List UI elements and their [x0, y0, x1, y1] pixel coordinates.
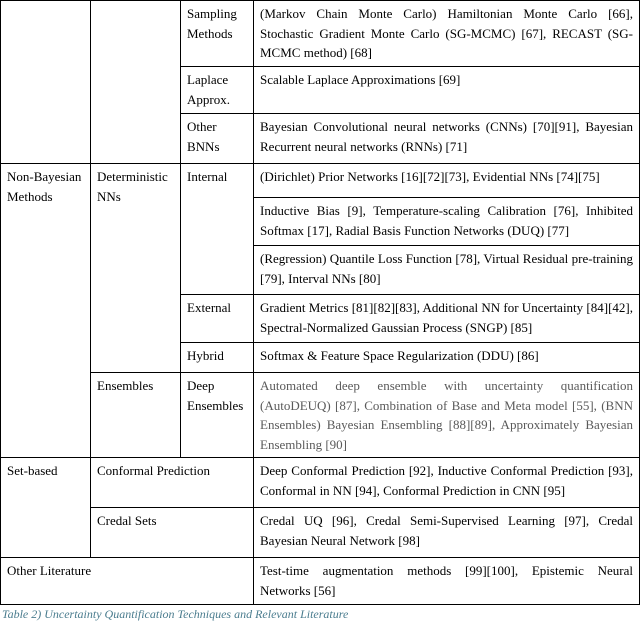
cell-set-based-category: Set-based	[1, 458, 91, 558]
cell-credal-sets-label: Credal Sets	[91, 508, 254, 558]
cell-conformal-prediction-content: Deep Conformal Prediction [92], Inductive Conformal Prediction [93], Conformal in NN [94], Conformal Prediction in CNN [95]	[254, 458, 640, 508]
table-row	[1, 1, 640, 67]
table-row	[1, 373, 640, 458]
cell-bayesian-category-empty	[1, 1, 91, 164]
cell-laplace-approx-label: Laplace Approx.	[181, 67, 254, 114]
table-row	[1, 164, 640, 198]
cell-other-bnns-content: Bayesian Convolutional neural networks (CNNs) [70][91], Bayesian Recurrent neural networks (RNNs) [71]	[254, 114, 640, 164]
table-row	[1, 458, 640, 508]
cell-other-bnns-label: Other BNNs	[181, 114, 254, 164]
cell-laplace-approx-content: Scalable Laplace Approximations [69]	[254, 67, 640, 114]
table-caption: Table 2) Uncertainty Quantification Techniques and Relevant Literature	[2, 607, 349, 621]
cell-deterministic-nns-label: Deterministic NNs	[91, 164, 181, 373]
cell-deep-ensembles-content: Automated deep ensemble with uncertainty quantification (AutoDEUQ) [87], Combination of Base and Meta model [55], (BNN Ensembles) Bayesian Ensembling [88][89], Approximately Bayesian Ensembling [90]	[254, 373, 640, 458]
cell-ensembles-label: Ensembles	[91, 373, 181, 458]
cell-internal-content-1: (Dirichlet) Prior Networks [16][72][73], Evidential NNs [74][75]	[254, 164, 640, 198]
table-row	[1, 558, 640, 605]
cell-internal-content-3: (Regression) Quantile Loss Function [78], Virtual Residual pre-training [79], Interval NNs [80]	[254, 246, 640, 295]
cell-credal-sets-content: Credal UQ [96], Credal Semi-Supervised Learning [97], Credal Bayesian Neural Network [98]	[254, 508, 640, 558]
cell-external-content: Gradient Metrics [81][82][83], Additional NN for Uncertainty [84][42], Spectral-Normalized Gaussian Process (SNGP) [85]	[254, 295, 640, 343]
cell-bayesian-subcategory-empty	[91, 1, 181, 164]
cell-sampling-methods-label: Sampling Methods	[181, 1, 254, 67]
cell-internal-label: Internal	[181, 164, 254, 295]
cell-internal-content-2: Inductive Bias [9], Temperature-scaling Calibration [76], Inhibited Softmax [17], Radial Basis Function Networks (DUQ) [77]	[254, 198, 640, 246]
cell-other-literature-category: Other Literature	[1, 558, 254, 605]
cell-other-literature-content: Test-time augmentation methods [99][100], Epistemic Neural Networks [56]	[254, 558, 640, 605]
cell-external-label: External	[181, 295, 254, 343]
cell-hybrid-content: Softmax & Feature Space Regularization (DDU) [86]	[254, 343, 640, 373]
table-row	[1, 508, 640, 558]
cell-conformal-prediction-label: Conformal Prediction	[91, 458, 254, 508]
cell-deep-ensembles-label: Deep Ensembles	[181, 373, 254, 458]
cell-hybrid-label: Hybrid	[181, 343, 254, 373]
cell-sampling-methods-content: (Markov Chain Monte Carlo) Hamiltonian Monte Carlo [66], Stochastic Gradient Monte Carlo (SG-MCMC) [67], RECAST (SG-MCMC method) [68]	[254, 1, 640, 67]
cell-non-bayesian-category: Non-Bayesian Methods	[1, 164, 91, 458]
